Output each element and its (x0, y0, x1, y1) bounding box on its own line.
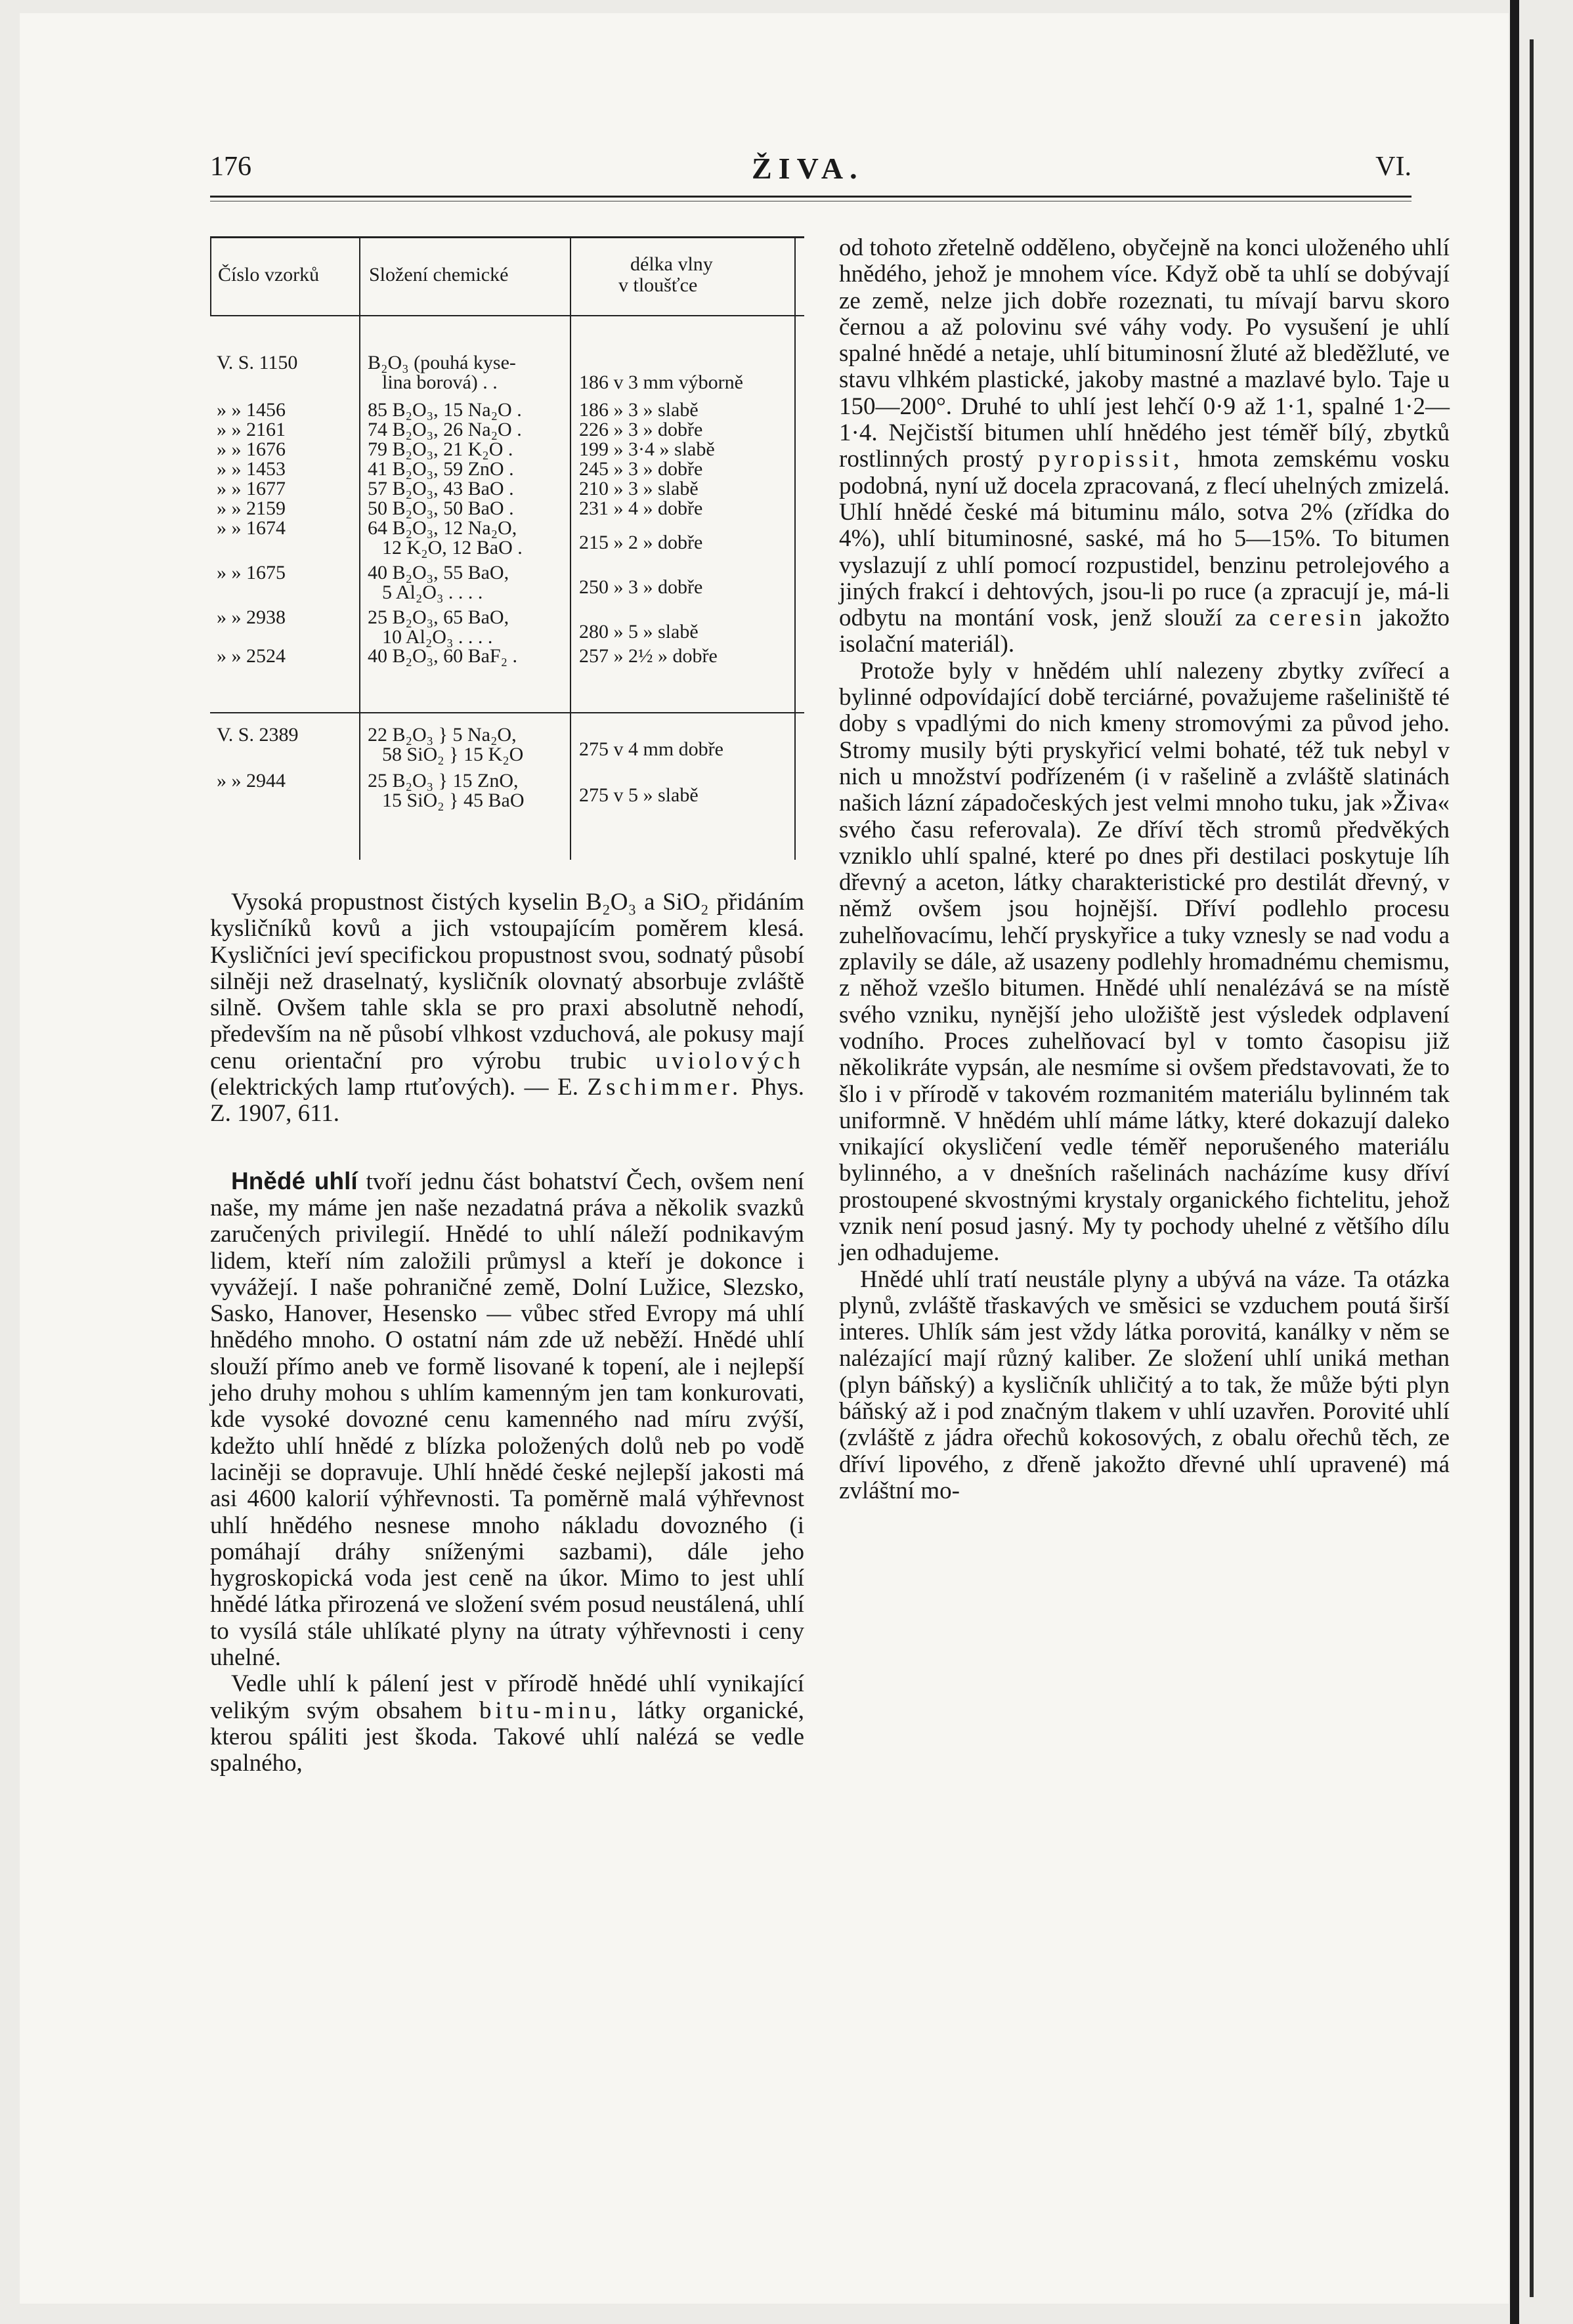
table-cell-sample: » » 1676 (217, 438, 286, 460)
table-cell-sample: » » 2944 (217, 770, 286, 792)
table-left-rule (210, 236, 211, 315)
right-column (839, 235, 1450, 1504)
table-cell-composition: 50 B₂O₃, 50 BaO . (368, 497, 514, 519)
table-cell-wavelength: 186 v 3 mm výborně (579, 371, 743, 393)
table-cell-composition: 25 B₂O₃ } 15 ZnO, (368, 770, 519, 792)
table-cell-composition: 25 B₂O₃, 65 BaO, (368, 606, 509, 628)
table-cell-wavelength: 280 » 5 » slabě (579, 621, 699, 643)
table-cell-composition: 79 B₂O₃, 21 K₂O . (368, 438, 513, 460)
table-cell-composition: 74 B₂O₃, 26 Na₂O . (368, 419, 522, 440)
table-cell-wavelength: 257 » 2½ » dobře (579, 645, 718, 667)
table-cell-composition-cont: 12 K₂O, 12 BaO . (382, 537, 523, 559)
page-number: 176 (210, 152, 251, 182)
table-cell-wavelength: 275 v 4 mm dobře (579, 738, 723, 760)
journal-title: ŽIVA. (752, 152, 864, 185)
table-section-rule (210, 712, 804, 713)
table-cell-sample: » » 2159 (217, 497, 286, 519)
table-cell-wavelength: 245 » 3 » dobře (579, 458, 703, 480)
table-cell-composition-cont: 10 Al₂O₃ . . . . (382, 626, 493, 648)
table-cell-composition-cont: 5 Al₂O₃ . . . . (382, 581, 483, 603)
table-cell-sample: » » 1677 (217, 478, 286, 499)
table-cell-sample: » » 2161 (217, 419, 286, 440)
volume-number: VI. (1375, 152, 1411, 182)
table-cell-sample: V. S. 2389 (217, 724, 299, 746)
paragraph-hnede-uhli: Hnědé uhlí tvoří jednu část bohatství Čech, ovšem není naše, my máme jen naše nezadatná práva a několik svazků zaručených privilegií. Hnědé to uhlí náleží podnikavým lidem, kteří ním založili průmysl a kteří je dokonce i vyvážejí. I naše pohraničné země, Dolní Lužice, Slezsko, Sasko, Hanover, Hesensko — vůbec střed Evropy má uhlí hnědého mnoho. O ostatní nám zde už neběží. Hnědé uhlí slouží přímo aneb ve formě lisované k topení, ale i nejlepší jeho druhy mohou s uhlím kamenným jen tam konkurovati, kde vysoké dovozné cenu kamenného nad míru zvýší, kdežto uhlí hnědé z blízka položených dolů neb po vodě laciněji se dopravuje. Uhlí hnědé české nejlepší jakosti má asi 4600 kalorií výhřevnosti. Ta poměrně malá výhřevnost uhlí hnědého nesnese mnoho nákladu dovozného (i pomáhají dráhy sníženými sazbami), dále jeho hygroskopická voda jest ceně na úkor. Mimo to jest uhlí hnědé látka přirozená ve složení svém posud neustálená, uhlí to vysílá stále uhlíkaté plyny na útraty výhřevnosti i ceny uhelné. (210, 1167, 805, 1672)
table-cell-sample: » » 1456 (217, 399, 286, 421)
table-cell-composition-cont: 15 SiO₂ } 45 BaO (382, 790, 525, 811)
table-header-thickness: v tloušťce (618, 274, 698, 296)
table-cell-wavelength: 215 » 2 » dobře (579, 532, 703, 553)
table-header-rule (210, 315, 804, 316)
glass-table (210, 236, 801, 860)
paragraph-puvod: Protože byly v hnědém uhlí nalezeny zbytky zvířecí a bylinné odpovídající době terciárné, považujeme rašeliniště té doby s vpadlými do nich kmeny stromovými za původ jeho. Stromy musily býti pryskyřicí velmi bohaté, též tuk nebyl v nich u množství podřízeném (i v rašelině a zvláště slatinách našich lázní západočeských jest velmi mnoho tuku, jak »Živa« svého času referovala). Ze dříví těch stromů předvěkých vzniklo uhlí spalné, které po dnes při destilaci poskytuje líh dřevný a aceton, látky charakteristické pro destilát dřevný, v němž ovšem jsou hojnější. Dříví podlehlo procesu zuhelňovacímu, lehčí pryskyřice a tuky vznesly se nad vodu a zplavily se dále, až usazeny podlehly hromadnému chemismu, z něhož vzešlo bitumen. Hnědé uhlí nenalézává se na místě svého vzniku, nynější jeho uložiště jest výsledek odplavení vodního. Proces zuhelňovací byl v tomto časopisu již několikráte vypsán, ale nesmíme si ovšem představovati, že to šlo i v přírodě v takovém rozmanitém materiálu bylinném tak uniformně. V hnědém uhlí máme látky, které dokazují daleko vnikající okysličení vedle téměř neporušeného materiálu bylinného, a v dnešních rašelinách nacházíme kusy dříví prostoupené skvostnými krystaly organického fichtelitu, jehož vznik není posud jasný. My ty pochody uhelné z většího dílu jen odhadujeme. (839, 657, 1450, 1267)
table-cell-composition: B₂O₃ (pouhá kyse- (368, 352, 516, 373)
table-cell-sample: » » 1453 (217, 458, 286, 480)
left-column (210, 889, 804, 1777)
table-col-rule-2 (570, 236, 571, 860)
table-cell-composition-cont: lina borová) . . (382, 371, 498, 393)
table-cell-sample: » » 1675 (217, 562, 286, 583)
table-cell-composition: 22 B₂O₃ } 5 Na₂O, (368, 724, 517, 746)
table-cell-sample: » » 2938 (217, 606, 286, 628)
table-cell-composition: 85 B₂O₃, 15 Na₂O . (368, 399, 522, 421)
table-cell-composition: 41 B₂O₃, 59 ZnO . (368, 458, 514, 480)
table-cell-wavelength: 231 » 4 » dobře (579, 497, 703, 519)
table-top-rule (210, 236, 804, 238)
table-cell-composition: 64 B₂O₃, 12 Na₂O, (368, 517, 517, 539)
paragraph-plyny: Hnědé uhlí tratí neustále plyny a ubývá na váze. Ta otázka plynů, zvláště třaskavých ve směsici se vzduchem poutá širší interes. Uhlík sám jest vždy látka porovitá, kanálky v něm se nalézající mají různý kaliber. Ze složení uhlí uniká methan (plyn báňský) a kysličník uhličitý a to tak, že může býti plyn báňský až i pod značným tlakem v uhlí uzavřen. Porovité uhlí (zvláště z jádra ořechů kokosových, z obalu ořechů těch, ze dříví lipového, z dřeně jakožto dřevné uhlí upravené) má zvláštní mo- (839, 1265, 1450, 1504)
table-cell-wavelength: 250 » 3 » dobře (579, 576, 703, 598)
paragraph-propustnost: Vysoká propustnost čistých kyselin B₂O₃ a SiO₂ přidáním kysličníků kovů a jich vstoupajícím poměrem klesá. Kysličníci jeví specifickou propustnost svou, sodnatý působí silněji než draselnatý, kysličník olovnatý absorbuje zvláště silně. Ovšem tahle skla se pro praxi absolutně nehodí, především na ně působí vlhkost vzduchová, ale pokusy mají cenu orientační pro výrobu trubic uviolových (elektrických lamp rtuťových). — E. Zschimmer. Phys. Z. 1907, 611. (210, 889, 805, 1128)
section-heading: Hnědé uhlí (231, 1167, 358, 1194)
table-cell-composition: 57 B₂O₃, 43 BaO . (368, 478, 514, 499)
table-cell-sample: » » 1674 (217, 517, 286, 539)
table-cell-sample: » » 2524 (217, 645, 286, 667)
table-cell-wavelength: 226 » 3 » dobře (579, 419, 703, 440)
table-cell-wavelength: 186 » 3 » slabě (579, 399, 699, 421)
table-cell-wavelength: 275 v 5 » slabě (579, 784, 699, 806)
header-rule (210, 196, 1411, 198)
running-header (210, 151, 1411, 197)
table-col-rule-1 (359, 236, 360, 860)
table-cell-wavelength: 210 » 3 » slabě (579, 478, 699, 499)
table-right-rule (794, 236, 796, 860)
table-header-sample: Číslo vzorků (218, 264, 320, 285)
table-cell-composition-cont: 58 SiO₂ } 15 K₂O (382, 744, 524, 765)
table-header-wavelength: délka vlny (630, 253, 713, 275)
table-cell-composition: 40 B₂O₃, 60 BaF₂ . (368, 645, 518, 667)
table-cell-sample: V. S. 1150 (217, 352, 298, 373)
paragraph-vedle-uhli: Vedle uhlí k pálení jest v přírodě hnědé uhlí vynikající velikým svým obsahem bitu-minu, látky organické, kterou spáliti jest škoda. Takové uhlí nalézá se vedle spalného, (210, 1670, 805, 1777)
paragraph-bitumen: od tohoto zřetelně odděleno, obyčejně na konci uloženého uhlí hnědého, jehož je mnohem více. Když obě ta uhlí se dobývají ze země, nelze jich dobře rozeznati, tu mívají barvu skoro černou a až polovinu své váhy vody. Po vysušení je uhlí spalné hnědé a netaje, uhlí bituminosní žluté až bleděžluté, ve stavu vlhkém plastické, jakoby mastné a mazlavé bylo. Taje u 150—200°. Druhé to uhlí jest lehčí 0·9 až 1·1, spalné 1·2—1·4. Nejčistší bitumen uhlí hnědého jest téměř bílý, zbytků rostlinných prostý pyropissit, hmota zemskému vosku podobná, nyní už docela zpracovaná, z flecí uhelných zmizelá. Uhlí hnědé české má bituminu málo, sotva 2% (zřídka do 4%), uhlí bituminosné, saské, má ho 5—15%. To bitumen vyslazují z uhlí pomocí rozpustidel, benzinu petrolejového a jiných frakcí i dehtových, jsou-li po ruce (a zpracují je, má-li odbytu na montání vosk, jenž slouží za ceresin jakožto isolační materiál). (839, 234, 1450, 658)
table-cell-composition: 40 B₂O₃, 55 BaO, (368, 562, 509, 583)
table-cell-wavelength: 199 » 3·4 » slabě (579, 438, 715, 460)
page-edge-inner (1530, 39, 1534, 2297)
page-edge (1510, 0, 1519, 2324)
table-header-composition: Složení chemické (369, 264, 509, 285)
